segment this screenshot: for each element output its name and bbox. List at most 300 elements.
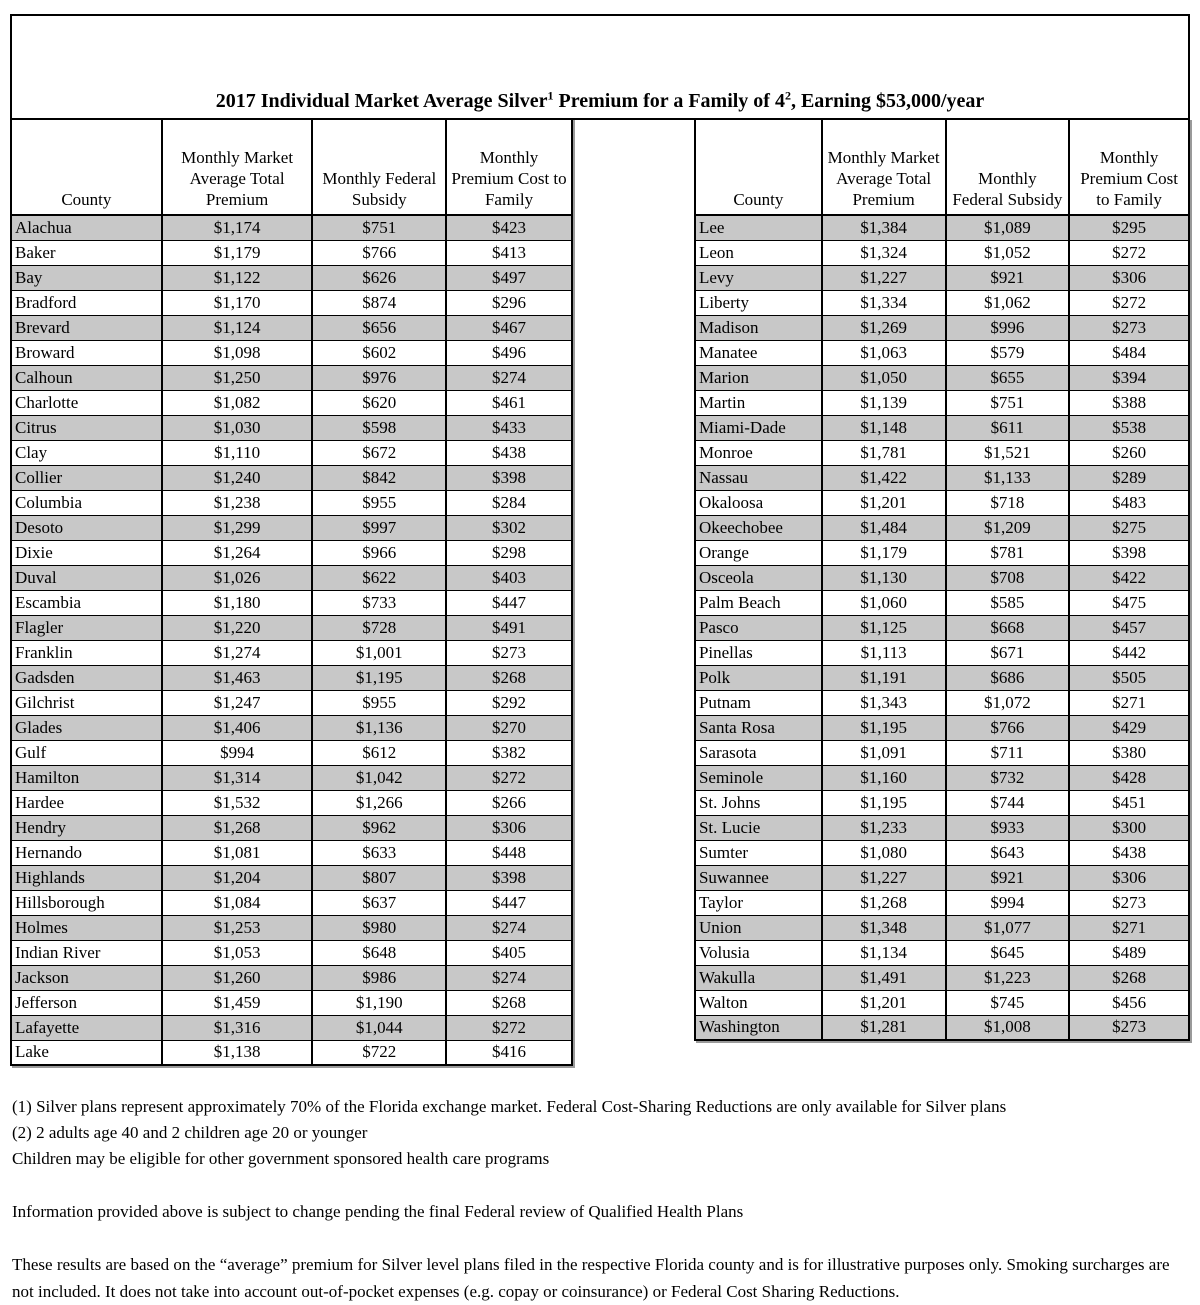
county-cell: Clay [11, 440, 162, 465]
county-cell: Calhoun [11, 365, 162, 390]
county-cell: Union [695, 915, 822, 940]
county-cell: Nassau [695, 465, 822, 490]
value-cell: $1,044 [312, 1015, 446, 1040]
value-cell: $708 [946, 565, 1070, 590]
value-cell: $398 [446, 865, 572, 890]
county-cell: Citrus [11, 415, 162, 440]
value-cell: $1,080 [822, 840, 946, 865]
value-cell: $270 [446, 715, 572, 740]
county-cell: Escambia [11, 590, 162, 615]
table-row [695, 765, 1189, 790]
value-cell: $807 [312, 865, 446, 890]
value-cell: $1,133 [946, 465, 1070, 490]
value-cell: $626 [312, 265, 446, 290]
county-cell: Brevard [11, 315, 162, 340]
title-text: Premium for a Family of 4 [553, 90, 785, 112]
value-cell: $1,081 [162, 840, 313, 865]
county-cell: Orange [695, 540, 822, 565]
table-row [11, 415, 572, 440]
county-cell: Palm Beach [695, 590, 822, 615]
value-cell: $272 [1069, 240, 1189, 265]
value-cell: $921 [946, 865, 1070, 890]
value-cell: $766 [946, 715, 1070, 740]
value-cell: $686 [946, 665, 1070, 690]
table-row [11, 715, 572, 740]
county-cell: Okaloosa [695, 490, 822, 515]
county-cell: Dixie [11, 540, 162, 565]
county-cell: Jefferson [11, 990, 162, 1015]
table-row [11, 265, 572, 290]
value-cell: $1,233 [822, 815, 946, 840]
county-cell: Manatee [695, 340, 822, 365]
value-cell: $648 [312, 940, 446, 965]
value-cell: $451 [1069, 790, 1189, 815]
value-cell: $955 [312, 690, 446, 715]
table-row [11, 890, 572, 915]
value-cell: $1,122 [162, 265, 313, 290]
value-cell: $273 [446, 640, 572, 665]
value-cell: $1,209 [946, 515, 1070, 540]
county-cell: Martin [695, 390, 822, 415]
value-cell: $1,082 [162, 390, 313, 415]
disclaimer-methodology: These results are based on the “average” premium for Silver level plans filed in the respective Florida county and is for illustrative purposes only. Smoking surcharges are not included. It does not take into account out-of-pocket expenses (e.g. copay or coinsurance) or Federal Cost Sharing Reductions. [12, 1255, 1170, 1301]
value-cell: $1,063 [822, 340, 946, 365]
value-cell: $722 [312, 1040, 446, 1065]
value-cell: $1,384 [822, 215, 946, 240]
value-cell: $645 [946, 940, 1070, 965]
disclaimer-federal-review: Information provided above is subject to change pending the final Federal review of Qualified Health Plans [12, 1202, 744, 1221]
value-cell: $1,316 [162, 1015, 313, 1040]
value-cell: $273 [1069, 890, 1189, 915]
value-cell: $997 [312, 515, 446, 540]
col-header-premium: Monthly Market Average Total Premium [162, 119, 313, 215]
table-row [11, 940, 572, 965]
value-cell: $711 [946, 740, 1070, 765]
table-row [11, 365, 572, 390]
county-cell: St. Johns [695, 790, 822, 815]
value-cell: $266 [446, 790, 572, 815]
value-cell: $1,268 [162, 815, 313, 840]
table-row [11, 840, 572, 865]
value-cell: $655 [946, 365, 1070, 390]
value-cell: $1,532 [162, 790, 313, 815]
footnote-3: Children may be eligible for other government sponsored health care programs [12, 1149, 550, 1168]
title-superscript-1: 1 [547, 88, 554, 103]
county-cell: Holmes [11, 915, 162, 940]
county-cell: Duval [11, 565, 162, 590]
value-cell: $284 [446, 490, 572, 515]
value-cell: $296 [446, 290, 572, 315]
table-row [695, 540, 1189, 565]
value-cell: $1,299 [162, 515, 313, 540]
value-cell: $672 [312, 440, 446, 465]
table-row [11, 990, 572, 1015]
value-cell: $1,220 [162, 615, 313, 640]
value-cell: $1,204 [162, 865, 313, 890]
value-cell: $1,240 [162, 465, 313, 490]
table-row [695, 965, 1189, 990]
value-cell: $422 [1069, 565, 1189, 590]
value-cell: $751 [946, 390, 1070, 415]
value-cell: $781 [946, 540, 1070, 565]
table-row [11, 965, 572, 990]
value-cell: $1,130 [822, 565, 946, 590]
table-row [695, 665, 1189, 690]
title-superscript-2: 2 [784, 88, 791, 103]
value-cell: $1,268 [822, 890, 946, 915]
value-cell: $388 [1069, 390, 1189, 415]
county-cell: Hendry [11, 815, 162, 840]
value-cell: $994 [162, 740, 313, 765]
value-cell: $842 [312, 465, 446, 490]
value-cell: $1,110 [162, 440, 313, 465]
table-row [695, 215, 1189, 240]
value-cell: $611 [946, 415, 1070, 440]
value-cell: $274 [446, 965, 572, 990]
county-cell: Madison [695, 315, 822, 340]
table-row [11, 340, 572, 365]
county-cell: Broward [11, 340, 162, 365]
county-cell: Liberty [695, 290, 822, 315]
value-cell: $733 [312, 590, 446, 615]
county-cell: Pasco [695, 615, 822, 640]
county-cell: Wakulla [695, 965, 822, 990]
county-cell: Volusia [695, 940, 822, 965]
col-header-cost: Monthly Premium Cost to Family [446, 119, 572, 215]
value-cell: $268 [446, 665, 572, 690]
value-cell: $1,463 [162, 665, 313, 690]
value-cell: $461 [446, 390, 572, 415]
value-cell: $1,180 [162, 590, 313, 615]
value-cell: $1,281 [822, 1015, 946, 1040]
col-header-county: County [695, 119, 822, 215]
value-cell: $260 [1069, 440, 1189, 465]
county-cell: Hernando [11, 840, 162, 865]
value-cell: $489 [1069, 940, 1189, 965]
county-cell: Glades [11, 715, 162, 740]
value-cell: $505 [1069, 665, 1189, 690]
value-cell: $1,170 [162, 290, 313, 315]
county-cell: Taylor [695, 890, 822, 915]
table-row [695, 615, 1189, 640]
table-row [11, 465, 572, 490]
value-cell: $1,324 [822, 240, 946, 265]
value-cell: $302 [446, 515, 572, 540]
table-row [11, 490, 572, 515]
value-cell: $300 [1069, 815, 1189, 840]
tables-row [10, 118, 1190, 1066]
county-cell: Miami-Dade [695, 415, 822, 440]
value-cell: $933 [946, 815, 1070, 840]
value-cell: $298 [446, 540, 572, 565]
title-text: , Earning $53,000/year [790, 90, 985, 112]
value-cell: $292 [446, 690, 572, 715]
value-cell: $274 [446, 915, 572, 940]
value-cell: $1,201 [822, 490, 946, 515]
value-cell: $1,260 [162, 965, 313, 990]
value-cell: $295 [1069, 215, 1189, 240]
table-row [695, 290, 1189, 315]
table-row [695, 390, 1189, 415]
header-row [11, 119, 572, 215]
county-cell: Walton [695, 990, 822, 1015]
county-cell: Alachua [11, 215, 162, 240]
value-cell: $413 [446, 240, 572, 265]
table-row [695, 240, 1189, 265]
value-cell: $668 [946, 615, 1070, 640]
value-cell: $1,050 [822, 365, 946, 390]
title-box [10, 14, 1190, 120]
table-row [11, 665, 572, 690]
county-cell: Osceola [695, 565, 822, 590]
value-cell: $483 [1069, 490, 1189, 515]
col-header-premium: Monthly Market Average Total Premium [822, 119, 946, 215]
value-cell: $585 [946, 590, 1070, 615]
value-cell: $1,269 [822, 315, 946, 340]
value-cell: $1,314 [162, 765, 313, 790]
table-row [695, 915, 1189, 940]
value-cell: $1,253 [162, 915, 313, 940]
table-row [695, 640, 1189, 665]
value-cell: $966 [312, 540, 446, 565]
county-cell: Monroe [695, 440, 822, 465]
table-row [11, 290, 572, 315]
table-row [11, 615, 572, 640]
value-cell: $1,113 [822, 640, 946, 665]
county-cell: Hamilton [11, 765, 162, 790]
table-row [11, 315, 572, 340]
value-cell: $497 [446, 265, 572, 290]
value-cell: $398 [446, 465, 572, 490]
value-cell: $1,195 [312, 665, 446, 690]
value-cell: $751 [312, 215, 446, 240]
value-cell: $382 [446, 740, 572, 765]
value-cell: $656 [312, 315, 446, 340]
table-row [695, 815, 1189, 840]
value-cell: $438 [1069, 840, 1189, 865]
value-cell: $921 [946, 265, 1070, 290]
value-cell: $275 [1069, 515, 1189, 540]
value-cell: $579 [946, 340, 1070, 365]
table-row [695, 740, 1189, 765]
value-cell: $398 [1069, 540, 1189, 565]
footnote-1: (1) Silver plans represent approximately 70% of the Florida exchange market. Federal Cost-Sharing Reductions are only available for Silver plans [12, 1097, 1007, 1116]
county-cell: Hardee [11, 790, 162, 815]
value-cell: $732 [946, 765, 1070, 790]
table-row [11, 790, 572, 815]
premium-table-left [10, 118, 573, 1066]
col-header-subsidy: Monthly Federal Subsidy [312, 119, 446, 215]
table-row [11, 1015, 572, 1040]
title-text: 2017 Individual Market Average Silver [215, 90, 548, 112]
value-cell: $428 [1069, 765, 1189, 790]
county-cell: Lee [695, 215, 822, 240]
value-cell: $429 [1069, 715, 1189, 740]
county-cell: Charlotte [11, 390, 162, 415]
county-cell: Washington [695, 1015, 822, 1040]
table-row [11, 1040, 572, 1065]
table-row [695, 415, 1189, 440]
value-cell: $274 [446, 365, 572, 390]
value-cell: $1,223 [946, 965, 1070, 990]
value-cell: $745 [946, 990, 1070, 1015]
value-cell: $306 [446, 815, 572, 840]
county-cell: Collier [11, 465, 162, 490]
value-cell: $1,053 [162, 940, 313, 965]
table-row [11, 540, 572, 565]
county-cell: Putnam [695, 690, 822, 715]
value-cell: $268 [1069, 965, 1189, 990]
county-cell: Marion [695, 365, 822, 390]
table-row [695, 265, 1189, 290]
table-row [695, 590, 1189, 615]
county-cell: Desoto [11, 515, 162, 540]
value-cell: $1,247 [162, 690, 313, 715]
page-title [216, 90, 985, 118]
county-cell: Suwannee [695, 865, 822, 890]
value-cell: $1,484 [822, 515, 946, 540]
table-row [11, 765, 572, 790]
value-cell: $1,136 [312, 715, 446, 740]
value-cell: $980 [312, 915, 446, 940]
value-cell: $1,160 [822, 765, 946, 790]
county-cell: Santa Rosa [695, 715, 822, 740]
value-cell: $272 [446, 1015, 572, 1040]
county-cell: Polk [695, 665, 822, 690]
value-cell: $1,179 [822, 540, 946, 565]
value-cell: $306 [1069, 265, 1189, 290]
premium-table-right [694, 118, 1190, 1041]
value-cell: $475 [1069, 590, 1189, 615]
value-cell: $1,266 [312, 790, 446, 815]
value-cell: $1,264 [162, 540, 313, 565]
value-cell: $1,174 [162, 215, 313, 240]
table-row [695, 790, 1189, 815]
value-cell: $1,138 [162, 1040, 313, 1065]
value-cell: $467 [446, 315, 572, 340]
value-cell: $491 [446, 615, 572, 640]
value-cell: $1,406 [162, 715, 313, 740]
value-cell: $671 [946, 640, 1070, 665]
value-cell: $598 [312, 415, 446, 440]
table-row [11, 740, 572, 765]
footnote-2: (2) 2 adults age 40 and 2 children age 20 or younger [12, 1123, 368, 1142]
value-cell: $394 [1069, 365, 1189, 390]
table-row [695, 990, 1189, 1015]
table-row [11, 640, 572, 665]
table-row [695, 340, 1189, 365]
value-cell: $1,343 [822, 690, 946, 715]
county-cell: Seminole [695, 765, 822, 790]
value-cell: $1,274 [162, 640, 313, 665]
value-cell: $438 [446, 440, 572, 465]
county-cell: Gadsden [11, 665, 162, 690]
value-cell: $1,195 [822, 715, 946, 740]
county-cell: Bay [11, 265, 162, 290]
county-cell: Sumter [695, 840, 822, 865]
value-cell: $1,026 [162, 565, 313, 590]
table-row [695, 840, 1189, 865]
county-cell: Levy [695, 265, 822, 290]
table-row [695, 865, 1189, 890]
table-row [695, 440, 1189, 465]
value-cell: $272 [1069, 290, 1189, 315]
table-row [11, 815, 572, 840]
value-cell: $484 [1069, 340, 1189, 365]
value-cell: $273 [1069, 315, 1189, 340]
value-cell: $1,125 [822, 615, 946, 640]
value-cell: $744 [946, 790, 1070, 815]
value-cell: $447 [446, 890, 572, 915]
value-cell: $1,190 [312, 990, 446, 1015]
col-header-cost: Monthly Premium Cost to Family [1069, 119, 1189, 215]
county-cell: Hillsborough [11, 890, 162, 915]
value-cell: $423 [446, 215, 572, 240]
county-cell: Lafayette [11, 1015, 162, 1040]
value-cell: $633 [312, 840, 446, 865]
value-cell: $1,072 [946, 690, 1070, 715]
county-cell: Gulf [11, 740, 162, 765]
value-cell: $718 [946, 490, 1070, 515]
value-cell: $1,781 [822, 440, 946, 465]
value-cell: $456 [1069, 990, 1189, 1015]
value-cell: $962 [312, 815, 446, 840]
value-cell: $416 [446, 1040, 572, 1065]
value-cell: $602 [312, 340, 446, 365]
value-cell: $271 [1069, 690, 1189, 715]
value-cell: $874 [312, 290, 446, 315]
value-cell: $1,077 [946, 915, 1070, 940]
table-row [695, 690, 1189, 715]
county-cell: Okeechobee [695, 515, 822, 540]
table-row [11, 390, 572, 415]
value-cell: $1,030 [162, 415, 313, 440]
value-cell: $442 [1069, 640, 1189, 665]
value-cell: $306 [1069, 865, 1189, 890]
table-row [695, 515, 1189, 540]
value-cell: $271 [1069, 915, 1189, 940]
county-cell: Highlands [11, 865, 162, 890]
value-cell: $1,139 [822, 390, 946, 415]
value-cell: $1,227 [822, 265, 946, 290]
value-cell: $496 [446, 340, 572, 365]
value-cell: $612 [312, 740, 446, 765]
table-row [11, 515, 572, 540]
value-cell: $457 [1069, 615, 1189, 640]
value-cell: $1,124 [162, 315, 313, 340]
value-cell: $403 [446, 565, 572, 590]
value-cell: $986 [312, 965, 446, 990]
value-cell: $273 [1069, 1015, 1189, 1040]
table-row [11, 440, 572, 465]
county-cell: Lake [11, 1040, 162, 1065]
county-cell: Jackson [11, 965, 162, 990]
county-cell: Gilchrist [11, 690, 162, 715]
footnotes-section [10, 1094, 1190, 1305]
table-row [695, 890, 1189, 915]
county-cell: Franklin [11, 640, 162, 665]
value-cell: $1,191 [822, 665, 946, 690]
table-row [695, 465, 1189, 490]
table-row [695, 565, 1189, 590]
table-row [695, 315, 1189, 340]
county-cell: Bradford [11, 290, 162, 315]
value-cell: $1,060 [822, 590, 946, 615]
value-cell: $994 [946, 890, 1070, 915]
county-cell: Leon [695, 240, 822, 265]
value-cell: $433 [446, 415, 572, 440]
value-cell: $1,179 [162, 240, 313, 265]
